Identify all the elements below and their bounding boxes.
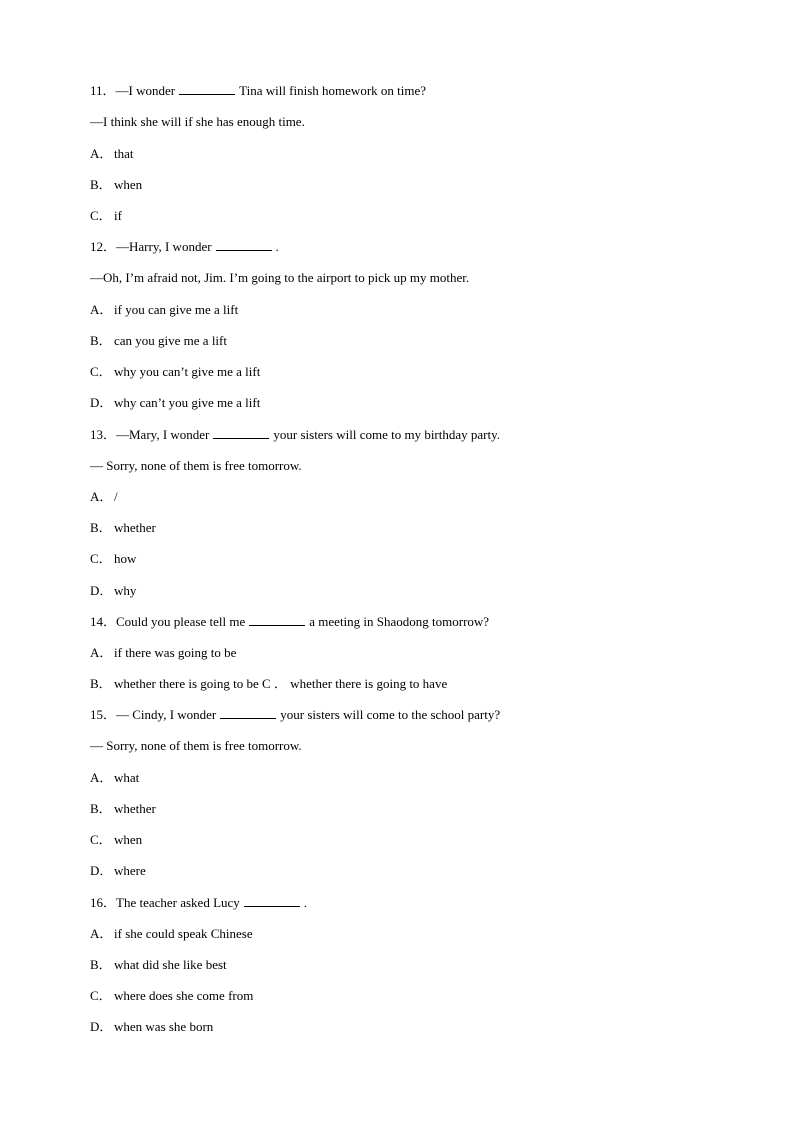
question-13-stem <box>90 426 734 444</box>
option-text: when was she born <box>114 1019 214 1034</box>
option-text: why can’t you give me a lift <box>114 395 261 410</box>
option-text: how <box>114 551 137 566</box>
option-text: whether <box>114 520 156 535</box>
option-letter: A． <box>90 645 113 660</box>
option-letter: A． <box>90 926 113 941</box>
option-row <box>90 644 734 662</box>
answer-blank <box>216 238 272 251</box>
question-14-stem-post: a meeting in Shaodong tomorrow? <box>309 614 490 629</box>
option-row <box>90 488 734 506</box>
option-letter: C． <box>90 208 112 223</box>
option-letter: B． <box>90 333 112 348</box>
option-row <box>90 769 734 787</box>
question-13-stem-post: your sisters will come to my birthday party. <box>273 427 501 442</box>
option-row <box>90 862 734 880</box>
option-text: where <box>114 863 146 878</box>
option-text: when <box>114 832 143 847</box>
option-text: why <box>114 583 137 598</box>
question-14-stem <box>90 613 734 631</box>
option-row <box>90 1018 734 1036</box>
option-letter: A． <box>90 146 113 161</box>
option-row <box>90 925 734 943</box>
option-text: whether <box>114 801 156 816</box>
answer-blank <box>179 82 235 95</box>
question-16-stem-post: . <box>303 895 308 910</box>
question-11-stem <box>90 82 734 100</box>
question-12-response: —Oh, I’m afraid not, Jim. I’m going to the airport to pick up my mother. <box>90 270 470 285</box>
option-letter: D． <box>90 583 113 598</box>
option-letter: C． <box>90 832 112 847</box>
option-row <box>90 332 734 350</box>
question-15-stem <box>90 706 734 724</box>
option-letter: B． <box>90 957 112 972</box>
option-row <box>90 207 734 225</box>
question-15-stem-pre: 15．— Cindy, I wonder <box>90 707 217 722</box>
question-13-response: — Sorry, none of them is free tomorrow. <box>90 458 302 473</box>
option-row <box>90 145 734 163</box>
option-letter: C． <box>90 988 112 1003</box>
option-row <box>90 987 734 1005</box>
option-text: if <box>114 208 122 223</box>
option-letter: B． <box>90 676 112 691</box>
option-row <box>90 831 734 849</box>
option-text: where does she come from <box>114 988 254 1003</box>
answer-blank <box>249 613 305 626</box>
question-12-stem <box>90 238 734 256</box>
option-row <box>90 519 734 537</box>
option-letter: A． <box>90 302 113 317</box>
option-row <box>90 800 734 818</box>
question-11-stem-pre: 11．—I wonder <box>90 83 176 98</box>
option-letter: D． <box>90 863 113 878</box>
question-16-stem-pre: 16．The teacher asked Lucy <box>90 895 240 910</box>
option-row <box>90 550 734 568</box>
option-letter: B． <box>90 177 112 192</box>
option-row <box>90 301 734 319</box>
option-row <box>90 956 734 974</box>
question-14-stem-pre: 14．Could you please tell me <box>90 614 246 629</box>
answer-blank <box>244 894 300 907</box>
option-text: whether there is going to be C ． whether there is going to have <box>114 676 448 691</box>
question-16-stem <box>90 894 734 912</box>
option-text: can you give me a lift <box>114 333 227 348</box>
option-row <box>90 176 734 194</box>
option-row <box>90 394 734 412</box>
option-row <box>90 675 734 693</box>
question-15-stem-post: your sisters will come to the school party? <box>280 707 501 722</box>
option-text: / <box>114 489 118 504</box>
option-text: what <box>114 770 140 785</box>
question-12-stem-pre: 12．—Harry, I wonder <box>90 239 212 254</box>
option-text: if you can give me a lift <box>114 302 239 317</box>
question-12-stem-post: . <box>275 239 279 254</box>
question-11-stem-post: Tina will finish homework on time? <box>239 83 427 98</box>
answer-blank <box>213 426 269 439</box>
option-letter: C． <box>90 364 112 379</box>
option-letter: D． <box>90 1019 113 1034</box>
question-13-stem-pre: 13．—Mary, I wonder <box>90 427 210 442</box>
question-15-response: — Sorry, none of them is free tomorrow. <box>90 738 302 753</box>
option-text: that <box>114 146 134 161</box>
option-letter: A． <box>90 770 113 785</box>
option-text: when <box>114 177 143 192</box>
option-row <box>90 582 734 600</box>
option-letter: C． <box>90 551 112 566</box>
option-text: if she could speak Chinese <box>114 926 253 941</box>
option-text: what did she like best <box>114 957 227 972</box>
question-11-response: —I think she will if she has enough time. <box>90 114 305 129</box>
option-letter: A． <box>90 489 113 504</box>
answer-blank <box>220 706 276 719</box>
option-text: why you can’t give me a lift <box>114 364 261 379</box>
option-letter: B． <box>90 801 112 816</box>
option-row <box>90 363 734 381</box>
option-text: if there was going to be <box>114 645 237 660</box>
option-letter: D． <box>90 395 113 410</box>
option-letter: B． <box>90 520 112 535</box>
